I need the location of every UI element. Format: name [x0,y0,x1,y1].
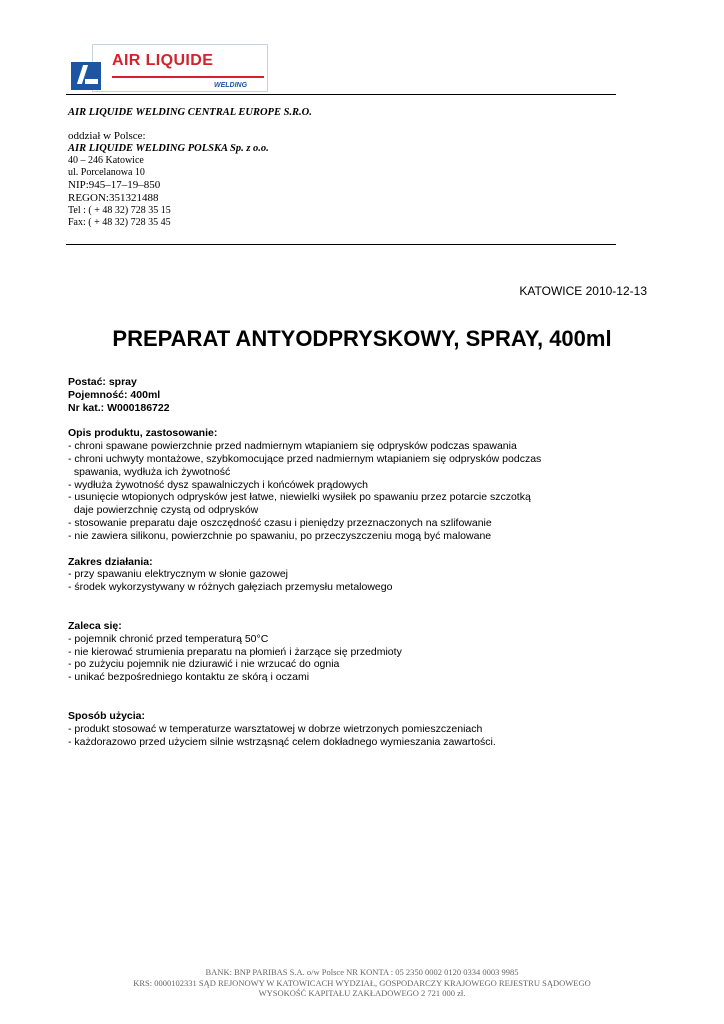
section-line: - chroni spawane powierzchnie przed nadmiernym wtapianiem się odprysków podczas spawania [68,440,517,453]
footer-bank: BANK: BNP PARIBAS S.A. o/w Polsce NR KONTA : 05 2350 0002 0120 0334 0003 9985 [205,967,519,977]
section-line: - usunięcie wtopionych odprysków jest łatwe, niewielki wysiłek po spawaniu przez potarcie szczotką [68,491,531,504]
address-divider [66,244,616,245]
postcode-city: 40 – 246 Katowice [68,155,144,166]
regon: REGON:351321488 [68,192,159,204]
section-line: - produkt stosować w temperaturze warsztatowej w dobrze wietrzonych pomieszczeniach [68,722,483,735]
footer [0,967,724,999]
section-line: - po zużyciu pojemnik nie dziurawić i nie wrzucać do ognia [68,658,340,671]
address-block [68,130,269,229]
section-heading: Opis produktu, zastosowanie: [68,427,218,440]
document-date: KATOWICE 2010-12-13 [519,284,647,298]
branch-label: oddział w Polsce: [68,130,146,142]
logo-al-mark-icon [71,62,101,90]
section-line: - nie zawiera silikonu, powierzchnie po spawaniu, po przeczyszczeniu mogą być malowane [68,529,492,542]
branch-name: AIR LIQUIDE WELDING POLSKA Sp. z o.o. [68,143,269,154]
company-name: AIR LIQUIDE WELDING CENTRAL EUROPE S.R.O. [68,107,312,118]
footer-capital: WYSOKOŚĆ KAPITAŁU ZAKŁADOWEGO 2 721 000 zł. [258,988,466,998]
fax: Fax: ( + 48 32) 728 35 45 [68,217,171,228]
section-line: spawania, wydłuża ich żywotność [68,465,231,478]
section-heading: Zakres działania: [68,555,153,568]
section-line: - każdorazowo przed użyciem silnie wstrząsnąć celem dokładnego wymieszania zawartości. [68,735,496,748]
document-body [68,376,541,748]
logo-subname: WELDING [214,82,248,89]
section-line: - chroni uchwyty montażowe, szybkomocujące przed nadmiernym wtapianiem się odprysków podczas [68,452,542,465]
document-title: PREPARAT ANTYODPRYSKOWY, SPRAY, 400ml [112,326,612,351]
section-line: - stosowanie preparatu daje oszczędność czasu i pieniędzy przeznaczonych na szlifowanie [68,516,492,529]
footer-krs: KRS: 0000102331 SĄD REJONOWY W KATOWICACH WYDZIAŁ, GOSPODARCZY KRAJOWEGO REJESTRU SĄDOWEGO [133,977,591,988]
section-line: - przy spawaniu elektrycznym w słonie gazowej [68,568,289,581]
tel: Tel : ( + 48 32) 728 35 15 [68,205,171,216]
section-line: - unikać bezpośredniego kontaktu ze skórą i oczami [68,671,310,684]
spec-catalog-number: Nr kat.: W000186722 [68,401,170,414]
section-line: - nie kierować strumienia preparatu na płomień i żarzące się przedmioty [68,645,402,658]
logo-underline [112,76,264,78]
section-line: daje powierzchnię czystą od odprysków [68,504,259,517]
section-heading: Sposób użycia: [68,709,146,722]
spec-capacity: Pojemność: 400ml [68,388,161,401]
header-divider [66,94,616,95]
section-line: - środek wykorzystywany w różnych gałęziach przemysłu metalowego [68,581,393,594]
section-line: - pojemnik chronić przed temperaturą 50°C [68,632,269,645]
air-liquide-logo [68,40,270,94]
section-heading: Zaleca się: [68,619,122,632]
logo-name: AIR LIQUIDE [112,52,214,69]
street: ul. Porcelanowa 10 [68,167,145,178]
nip: NIP:945–17–19–850 [68,179,161,191]
section-line: - wydłuża żywotność dysz spawalniczych i końcówek prądowych [68,478,368,491]
spec-form: Postać: spray [68,376,137,388]
